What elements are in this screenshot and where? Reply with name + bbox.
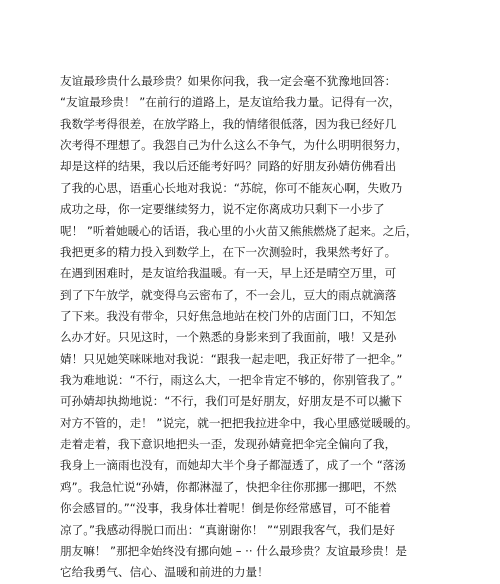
text-line: 它给我勇气、信心、温暖和前进的力量！ (60, 565, 269, 580)
text-line: 你会感冒的。”“没事，我身体壮着呢！倒是你经常感冒，可不能着 (60, 501, 391, 516)
text-line: 我数学考得很差，在放学路上，我的情绪很低落，因为我已经好几 (60, 116, 397, 131)
text-line: 可孙婧却执拗地说：“不行，我们可是好朋友，好朋友是不可以撇下 (60, 394, 403, 409)
text-line: “友谊最珍贵！ ”在前行的道路上，是友谊给我力量。记得有一次， (60, 95, 401, 110)
text-line: 呢！ ”听着她暖心的话语，我心里的小火苗又熊熊燃烧了起来。之后， (60, 223, 418, 238)
text-line: 我身上一滴雨也没有，而她却大半个身子都湿透了，成了一个 “落汤 (60, 458, 406, 473)
text-line: 朋友嘛！ ”那把伞始终没有挪向她 – ·· 什么最珍贵？友谊最珍贵！是 (60, 543, 407, 558)
text-line: 走着走着，我下意识地把头一歪，发现孙婧竟把伞完全偏向了我， (60, 437, 397, 452)
text-line: 却是这样的结果，我以后还能考好吗？同路的好朋友孙婧仿佛看出 (60, 159, 397, 174)
text-line: 了我的心思，语重心长地对我说：“苏皖，你可不能灰心啊，失败乃 (60, 180, 403, 195)
essay-text (60, 71, 490, 584)
text-line: 么办才好。只见这时，一个熟悉的身影来到了我面前，哦！又是孙 (60, 330, 397, 345)
text-line: 我把更多的精力投入到数学上，在下一次测验时，我果然考好了。 (60, 244, 397, 259)
text-line: 我为难地说：“不行，雨这么大，一把伞肯定不够的，你别管我了。” (60, 373, 403, 388)
text-line: 在遇到困难时，是友谊给我温暖。有一天，早上还是晴空万里，可 (60, 266, 397, 281)
text-line: 凉了。”我感动得脱口而出：“真谢谢你！ ”“别跟我客气，我们是好 (60, 522, 395, 537)
text-line: 到了下午放学，就变得乌云密布了，不一会儿，豆大的雨点就滴落 (60, 287, 397, 302)
text-line: 婧！只见她笑咪咪地对我说：“跟我一起走吧，我正好带了一把伞。” (60, 351, 403, 366)
text-line: 成功之母，你一定要继续努力，说不定你离成功只剩下一小步了 (60, 202, 385, 217)
text-line: 鸡”。我急忙说“孙婧，你都淋湿了，快把伞往你那挪一挪吧，不然 (60, 479, 397, 494)
text-line: 友谊最珍贵什么最珍贵？如果你问我，我一定会毫不犹豫地回答： (60, 74, 397, 88)
text-line: 了下来。我没有带伞，只好焦急地站在校门外的店面门口，不知怎 (60, 308, 397, 323)
text-line: 次考得不理想了。我怨自己为什么这么不争气，为什么明明很努力， (60, 138, 408, 153)
text-line: 对方不管的，走！ ”说完，就一把把我拉进伞中，我心里感觉暖暖的。 (60, 415, 418, 430)
